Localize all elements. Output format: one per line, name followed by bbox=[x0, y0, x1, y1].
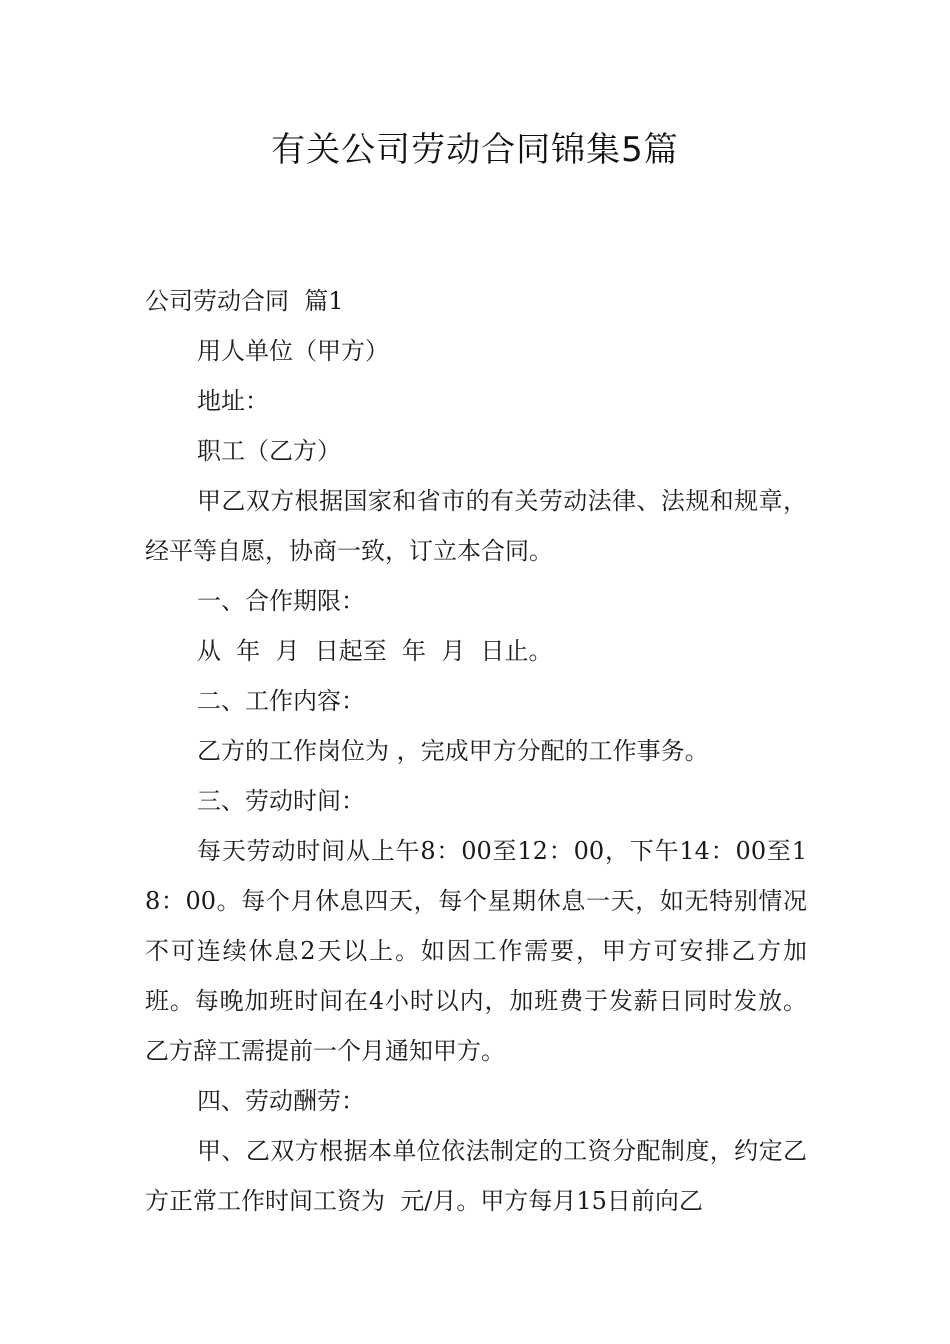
paragraph-address: 地址： bbox=[197, 387, 269, 415]
paragraph-term: 从 年 月 日起至 年 月 日止。 bbox=[197, 637, 553, 665]
paragraph-working-hours: 每天劳动时间从上午8：00至12：00，下午14：00至18：00。每个月休息四天，每个星期休息一天，如无特别情况不可连续休息2天以上。如因工作需要，甲方可安排乙方加班。每晚加班时间在4小时以内，加班费于发薪日同时发放。 乙方辞工需提前一个月通知甲方。 bbox=[145, 837, 823, 1065]
clause-heading-remuneration: 四、劳动酬劳： bbox=[197, 1087, 365, 1115]
document-title: 有关公司劳动合同锦集5篇 bbox=[271, 130, 679, 170]
clause-heading-work-content: 二、工作内容： bbox=[197, 687, 365, 715]
clause-heading-term: 一、合作期限： bbox=[197, 587, 365, 615]
paragraph-remuneration: 甲、乙双方根据本单位依法制定的工资分配制度，约定乙方正常工作时间工资为 元/月。甲方每月15日前向乙 bbox=[145, 1137, 807, 1215]
section-heading: 公司劳动合同 篇1 bbox=[145, 287, 344, 315]
document-body bbox=[145, 276, 823, 1226]
clause-heading-working-hours: 三、劳动时间： bbox=[197, 787, 365, 815]
paragraph-work-content: 乙方的工作岗位为 ，完成甲方分配的工作事务。 bbox=[197, 737, 709, 765]
paragraph-employer: 用人单位（甲方） bbox=[197, 337, 389, 365]
paragraph-employee: 职工（乙方） bbox=[197, 437, 341, 465]
paragraph-preamble: 甲乙双方根据国家和省市的有关劳动法律、法规和规章，经平等自愿，协商一致，订立本合同。 bbox=[145, 487, 807, 565]
